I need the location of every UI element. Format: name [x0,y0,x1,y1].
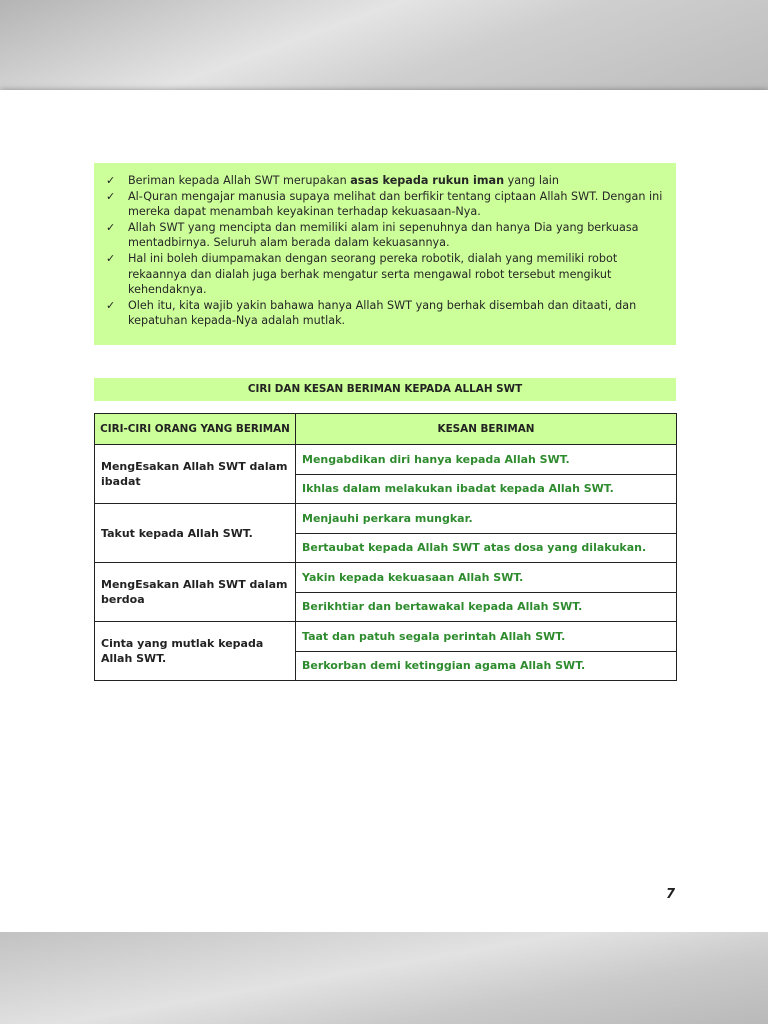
table-row [95,445,677,475]
intro-bullet: ✓ Beriman kepada Allah SWT merupakan asas kepada rukun iman yang lain [106,174,560,187]
table-row [95,563,677,593]
table-title: CIRI DAN KESAN BERIMAN KEPADA ALLAH SWT [94,378,676,401]
check-icon: ✓ [106,189,116,203]
effect-cell: Mengabdikan diri hanya kepada Allah SWT. [296,445,677,475]
trait-cell: Cinta yang mutlak kepada Allah SWT. [95,622,296,681]
header-effects: KESAN BERIMAN [296,414,677,445]
effect-cell: Taat dan patuh segala perintah Allah SWT. [296,622,677,652]
effect-cell: Ikhlas dalam melakukan ibadat kepada Allah SWT. [296,474,677,504]
check-icon: ✓ [106,251,116,265]
table-row [95,622,677,652]
page-number: 7 [666,887,676,902]
check-icon: ✓ [106,298,116,312]
effect-cell: Bertaubat kepada Allah SWT atas dosa yang dilakukan. [296,533,677,563]
intro-bullet: ✓ Hal ini boleh diumpamakan dengan seorang pereka robotik, dialah yang memiliki robot rekaannya dan dialah juga berhak mengatur serta mengawal robot tersebut mengikut kehendaknya. [106,251,618,297]
trait-cell: Takut kepada Allah SWT. [95,504,296,563]
trait-cell: MengEsakan Allah SWT dalam ibadat [95,445,296,504]
effect-cell: Berikhtiar dan bertawakal kepada Allah SWT. [296,592,677,622]
header-traits: CIRI-CIRI ORANG YANG BERIMAN [95,414,296,445]
effect-cell: Berkorban demi ketinggian agama Allah SWT. [296,651,677,681]
check-icon: ✓ [106,220,116,234]
intro-bullet: ✓ Oleh itu, kita wajib yakin bahawa hanya Allah SWT yang berhak disembah dan ditaati, dan kepatuhan kepada-Nya adalah mutlak. [106,298,637,328]
table-row [95,504,677,534]
background-bottom [0,932,768,1024]
table-header-row [95,414,677,445]
intro-bullet: ✓ Al-Quran mengajar manusia supaya melihat dan berfikir tentang ciptaan Allah SWT. Dengan ini mereka dapat menambah keyakinan terhadap kekuasaan-Nya. [106,189,663,219]
intro-bullet-list [106,173,668,329]
check-icon: ✓ [106,174,116,187]
traits-effects-table [94,413,677,681]
intro-bullet: ✓ Allah SWT yang mencipta dan memiliki alam ini sepenuhnya dan hanya Dia yang berkuasa mentadbirnya. Seluruh alam berada dalam kekuasannya. [106,220,639,250]
document-page [0,90,768,932]
effect-cell: Yakin kepada kekuasaan Allah SWT. [296,563,677,593]
effect-cell: Menjauhi perkara mungkar. [296,504,677,534]
intro-box [94,163,676,345]
background-top [0,0,768,90]
trait-cell: MengEsakan Allah SWT dalam berdoa [95,563,296,622]
